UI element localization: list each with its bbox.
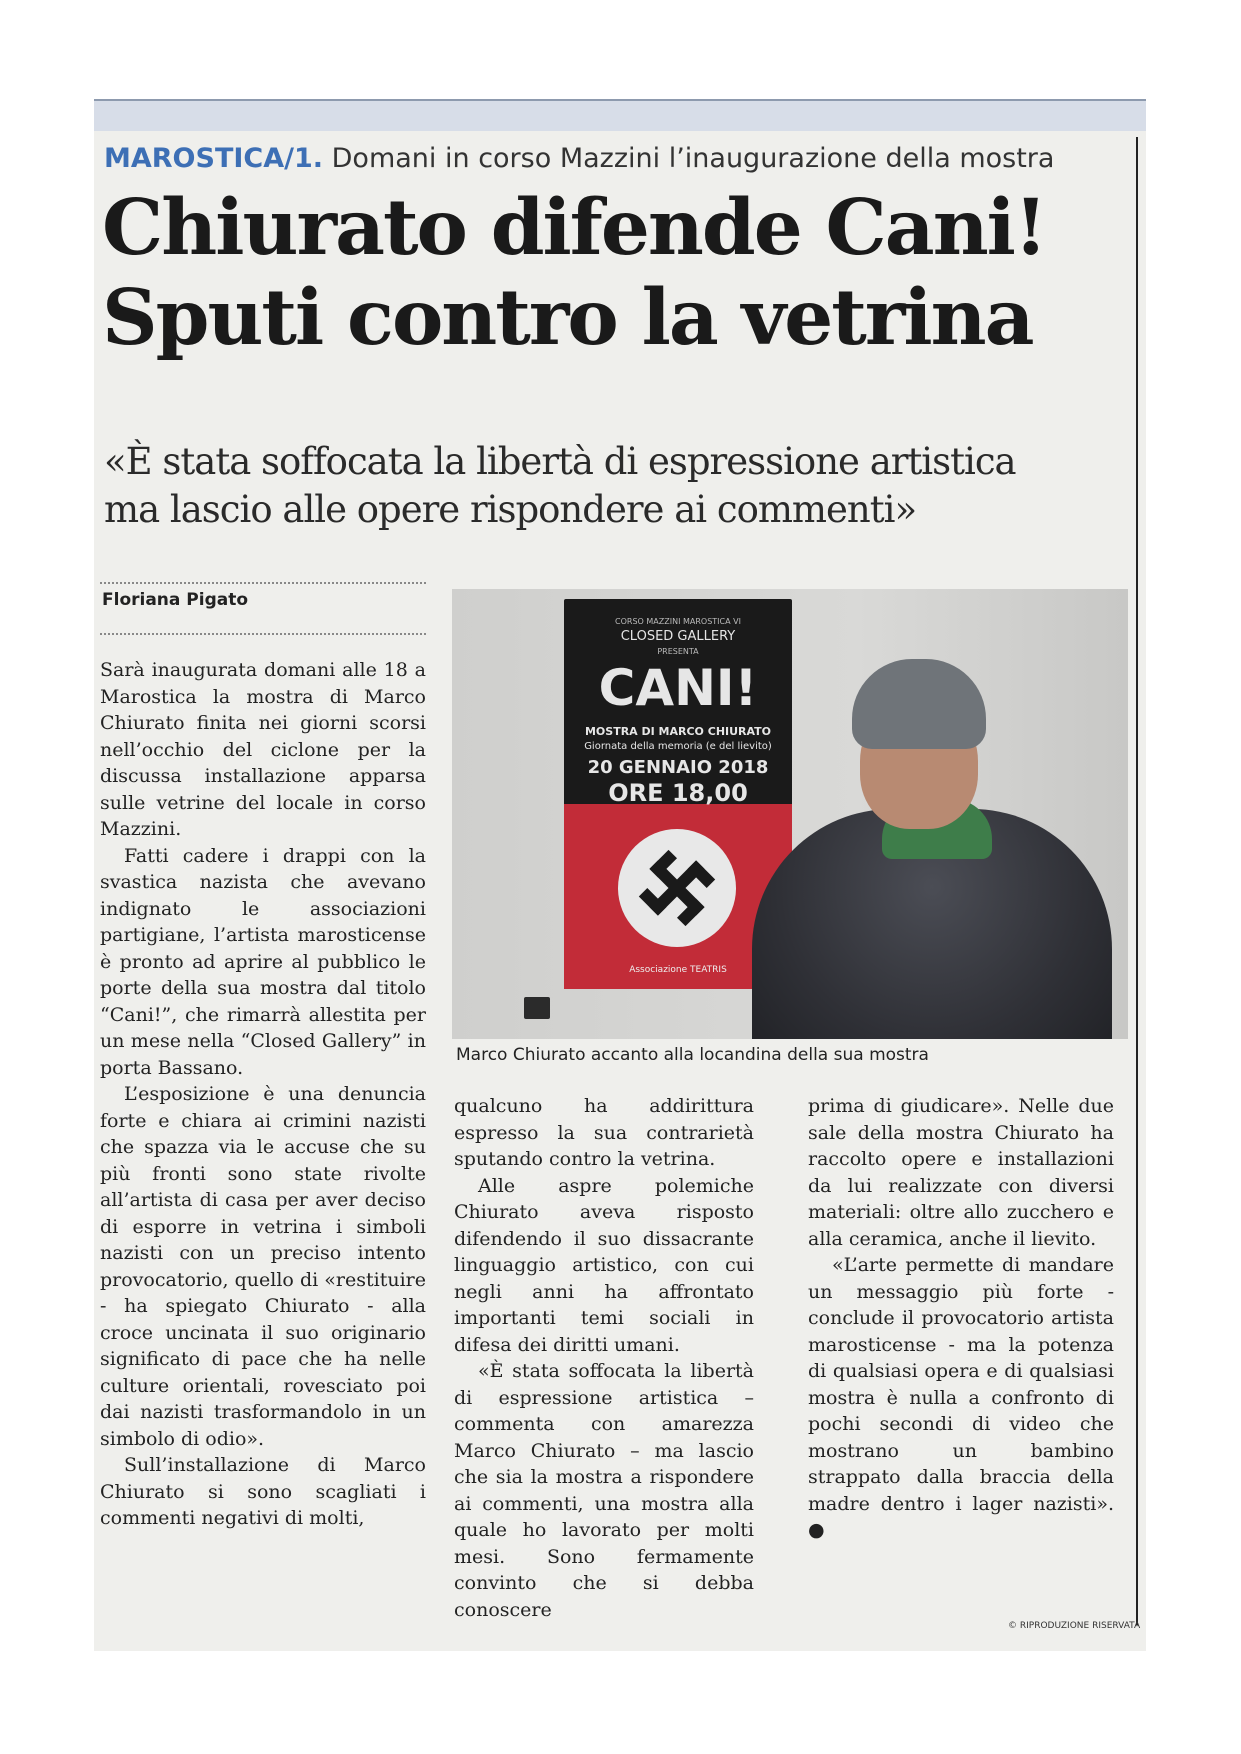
paragraph: Sull’installazione di Marco Chiurato si sono scagliati i commenti negativi di molti, — [100, 1454, 426, 1529]
byline-rule-bottom — [100, 633, 426, 635]
article-column-2 — [454, 1093, 754, 1623]
kicker — [104, 143, 1124, 174]
paragraph: qualcuno ha addirittura espresso la sua contrarietà sputando contro la vetrina. — [454, 1095, 754, 1170]
paragraph: Alle aspre polemiche Chiurato aveva risposto difendendo il suo dissacrante linguaggio artistico, con cui negli anni ha affrontato importanti temi sociali in difesa dei diritti umani. — [454, 1174, 754, 1356]
deck — [104, 438, 1124, 534]
headline-line-1: Chiurato difende Cani! — [102, 183, 1046, 273]
headline-line-2: Sputi contro la vetrina — [102, 273, 1033, 363]
poster-time: ORE 18,00 — [608, 779, 748, 807]
poster-footer: Associazione TEATRIS — [629, 965, 727, 975]
deck-line-2: ma lascio alle opere rispondere ai commenti» — [104, 488, 917, 531]
person-hat — [852, 659, 986, 749]
paragraph: «L’arte permette di mandare un messaggio più forte - conclude il provocatorio artista marosticense - ma la potenza di qualsiasi opera e di qualsiasi mostra è nulla a confronto di pochi secondi di video che mostrano un bambino strappato dalla braccia della madre dentro i lager nazisti». ● — [808, 1254, 1114, 1541]
poster-title: CANI! — [598, 659, 758, 717]
paragraph: Fatti cadere i drappi con la svastica nazista che avevano indignato le associazioni partigiane, l’artista marosticense è pronto ad aprire al pubblico le porte della sua mostra dal titolo “Cani!”, che rimarrà allestita per un mese nella “Closed Gallery” in porta Bassano. — [100, 844, 426, 1079]
paragraph: L’esposizione è una denuncia forte e chiara ai crimini nazisti che spazza via le accuse che su più fronti sono state rivolte all’artista di casa per aver deciso di esporre in vetrina i simboli nazisti con un preciso intento provocatorio, quello di «restituire - ha spiegato Chiurato - alla croce uncinata il suo originario significato di pace che ha nelle culture orientali, rovesciato poi dai nazisti trasformandolo in un simbolo di odio». — [100, 1083, 426, 1450]
byline-rule-top — [100, 582, 426, 584]
swastika-icon — [632, 843, 722, 933]
article-column-3 — [808, 1093, 1114, 1544]
paragraph: «È stata soffocata la libertà di espressione artistica – commenta con amarezza Marco Chiurato – ma lascio che sia la mostra a rispondere ai commenti, una mostra alla quale ho lavorato per molti mesi. Sono fermamente convinto che si debba conoscere — [454, 1360, 754, 1621]
article-column-1 — [100, 657, 426, 1532]
header-band — [94, 101, 1146, 131]
kicker-tag: MAROSTICA/1. — [104, 143, 324, 174]
poster-subtitle: MOSTRA DI MARCO CHIURATO — [584, 725, 772, 738]
poster-top: CORSO MAZZINI MAROSTICA VI — [615, 617, 741, 626]
deck-line-1: «È stata soffocata la libertà di espressione artistica — [104, 440, 1016, 483]
column-rule — [1136, 137, 1138, 1625]
byline: Floriana Pigato — [102, 590, 249, 610]
poster-gallery: CLOSED GALLERY — [620, 629, 736, 644]
newspaper-clipping — [94, 99, 1146, 1651]
headline — [102, 183, 1132, 363]
article-photo — [452, 589, 1128, 1039]
paragraph: prima di giudicare». Nelle due sale della mostra Chiurato ha raccolto opere e installazioni da lui realizzate con diversi materiali: oltre allo zucchero e alla ceramica, anche il lievito. — [808, 1095, 1114, 1250]
paragraph: Sarà inaugurata domani alle 18 a Marostica la mostra di Marco Chiurato finita nei giorni scorsi nell’occhio del ciclone per la discussa installazione apparsa sulle vetrine del locale in corso Mazzini. — [100, 659, 426, 840]
copyright-notice: © RIPRODUZIONE RISERVATA — [1008, 1621, 1141, 1631]
poster-presenta: PRESENTA — [657, 647, 699, 656]
photo-caption: Marco Chiurato accanto alla locandina della sua mostra — [456, 1045, 929, 1065]
kicker-text: Domani in corso Mazzini l’inaugurazione della mostra — [331, 143, 1055, 174]
wall-socket — [524, 997, 550, 1019]
poster-date: 20 GENNAIO 2018 — [587, 757, 769, 778]
poster-tagline: Giornata della memoria (e del lievito) — [584, 741, 772, 752]
